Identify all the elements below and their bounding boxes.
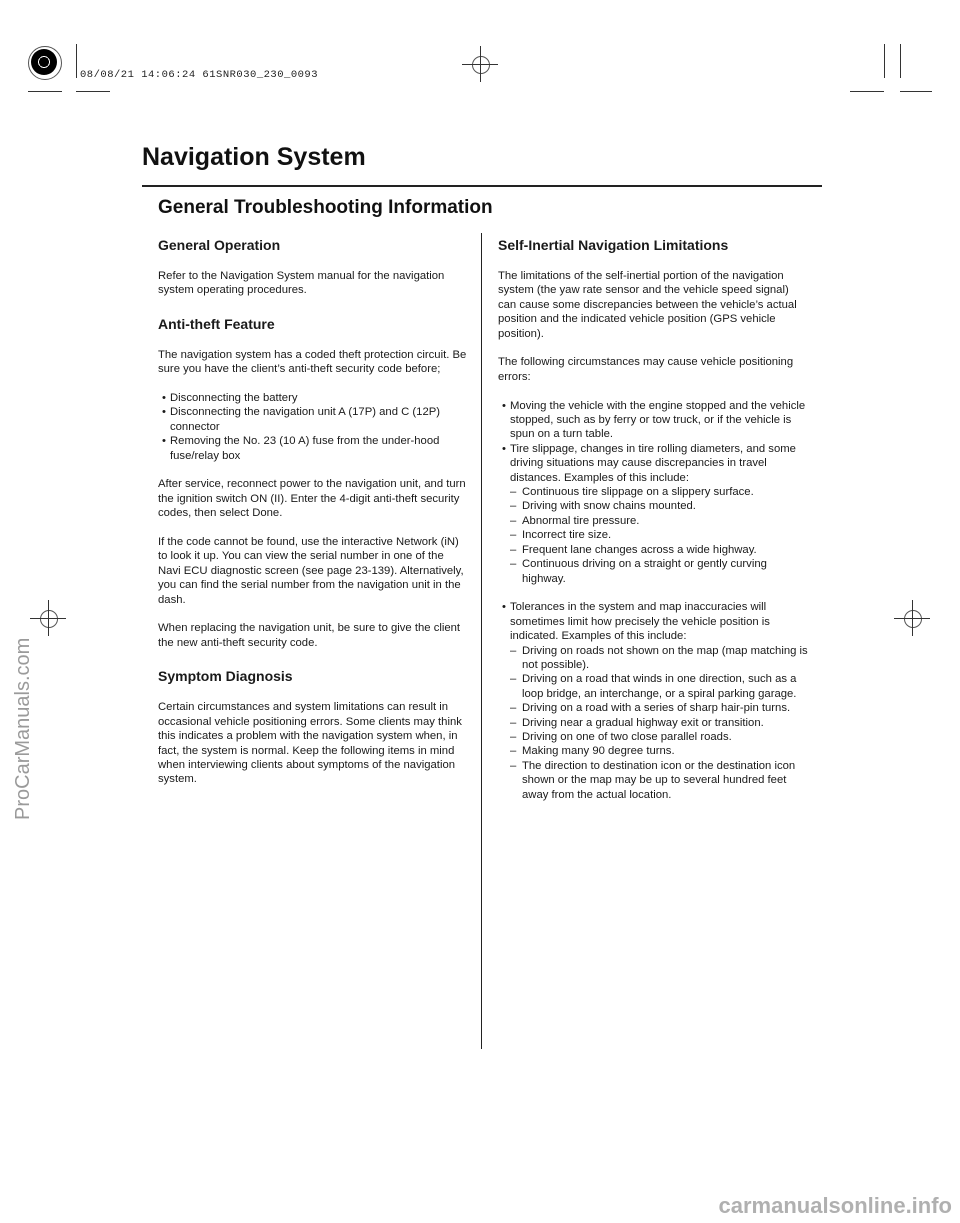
left-column (158, 236, 468, 801)
heading-general-operation: General Operation (158, 237, 281, 253)
column-divider (481, 233, 482, 1049)
self-inertial-para-2: The following circumstances may cause vehicle positioning errors: (498, 356, 794, 383)
sub-list-item: – The direction to destination icon or the destination icon shown or the map may be up to several hundred feet away from the actual location. (510, 759, 808, 802)
heading-self-inertial: Self-Inertial Navigation Limitations (498, 237, 729, 253)
sub-list-item: – Making many 90 degree turns. (510, 744, 808, 758)
sub-list-item: – Frequent lane changes across a wide highway. (510, 543, 808, 557)
sub-list-item: – Driving on a road with a series of sharp hair-pin turns. (510, 701, 808, 715)
list-item: • Tolerances in the system and map inaccuracies will sometimes limit how precisely the vehicle position is indicated. Examples of this include: – Driving on roads not shown on the map (map matching is not possible). – Driving on a road that winds in one direction, such as a loop bridge, an interchange, or a spiral parking garage. – Driving on a road with a series of sharp hair-pin turns. – Driving near a gradual highway exit or transition. – Driving on one of two close parallel roads. – Making many 90 degree turns. – The direction to destination icon or the destination icon shown or the map may be up to several hundred feet away from the actual location. (498, 600, 808, 802)
right-column (498, 236, 808, 816)
anti-theft-intro: The navigation system has a coded theft protection circuit. Be sure you have the client’s anti-theft security code before; (158, 348, 467, 376)
sub-list-item: – Abnormal tire pressure. (510, 514, 808, 528)
list-item: • Disconnecting the navigation unit A (17P) and C (12P) connector (158, 405, 468, 434)
self-inertial-para-1: The limitations of the self-inertial portion of the navigation system (the yaw rate sensor and the vehicle speed signal) can cause some discrepancies between the vehicle’s actual position and the indicated vehicle position (GPS vehicle position). (498, 270, 797, 340)
tire-slippage-examples (510, 485, 808, 586)
list-item: • Moving the vehicle with the engine stopped and the vehicle stopped, such as by ferry or tow truck, or if the vehicle is spun on a turn table. (498, 399, 808, 442)
section-title: General Troubleshooting Information (158, 197, 493, 218)
sub-list-item: – Driving near a gradual highway exit or transition. (510, 716, 808, 730)
tolerance-examples (510, 644, 808, 802)
page-title: Navigation System (142, 143, 366, 171)
general-operation-text: Refer to the Navigation System manual for the navigation system operating procedures. (158, 270, 445, 297)
side-watermark: ProCarManuals.com (12, 637, 34, 820)
anti-theft-para-2: If the code cannot be found, use the interactive Network (iN) to look it up. You can view the serial number in one of the Navi ECU diagnostic screen (see page 23-139). Alternatively, you can find the serial number from the navigation unit in the dash. (158, 536, 464, 606)
list-item: • Tire slippage, changes in tire rolling diameters, and some driving situations may cause discrepancies in travel distances. Examples of this include: – Continuous tire slippage on a slippery surface. – Driving with snow chains mounted. – Abnormal tire pressure. – Incorrect tire size. – Frequent lane changes across a wide highway. – Continuous driving on a straight or gently curving highway. (498, 442, 808, 586)
sub-list-item: – Driving on one of two close parallel roads. (510, 730, 808, 744)
anti-theft-para-3: When replacing the navigation unit, be sure to give the client the new anti-theft security code. (158, 622, 461, 649)
anti-theft-para-1: After service, reconnect power to the navigation unit, and turn the ignition switch ON (II). Enter the 4-digit anti-theft security codes, then select Done. (158, 478, 466, 520)
sub-list-item: – Driving with snow chains mounted. (510, 499, 808, 513)
list-item: • Disconnecting the battery (158, 391, 468, 405)
heading-anti-theft: Anti-theft Feature (158, 315, 275, 332)
sub-list-item: – Driving on a road that winds in one direction, such as a loop bridge, an interchange, or a spiral parking garage. (510, 672, 808, 701)
symptom-diagnosis-text: Certain circumstances and system limitations can result in occasional vehicle positioning errors. Some clients may think this indicates a problem with the navigation system when, in fact, the system is normal. Keep the following items in mind when interviewing clients about symptoms of the navigation system. (158, 701, 462, 786)
sub-list-item: – Continuous tire slippage on a slippery surface. (510, 485, 808, 499)
anti-theft-list (158, 391, 468, 463)
title-rule (142, 185, 822, 187)
sub-list-item: – Continuous driving on a straight or gently curving highway. (510, 557, 808, 586)
positioning-error-list (498, 399, 808, 802)
sub-list-item: – Driving on roads not shown on the map (map matching is not possible). (510, 644, 808, 673)
print-stamp: 08/08/21 14:06:24 61SNR030_230_0093 (80, 69, 319, 81)
sub-list-item: – Incorrect tire size. (510, 528, 808, 542)
footer-watermark: carmanualsonline.info (718, 1193, 952, 1218)
list-item: • Removing the No. 23 (10 A) fuse from the under-hood fuse/relay box (158, 434, 468, 463)
heading-symptom-diagnosis: Symptom Diagnosis (158, 668, 293, 685)
